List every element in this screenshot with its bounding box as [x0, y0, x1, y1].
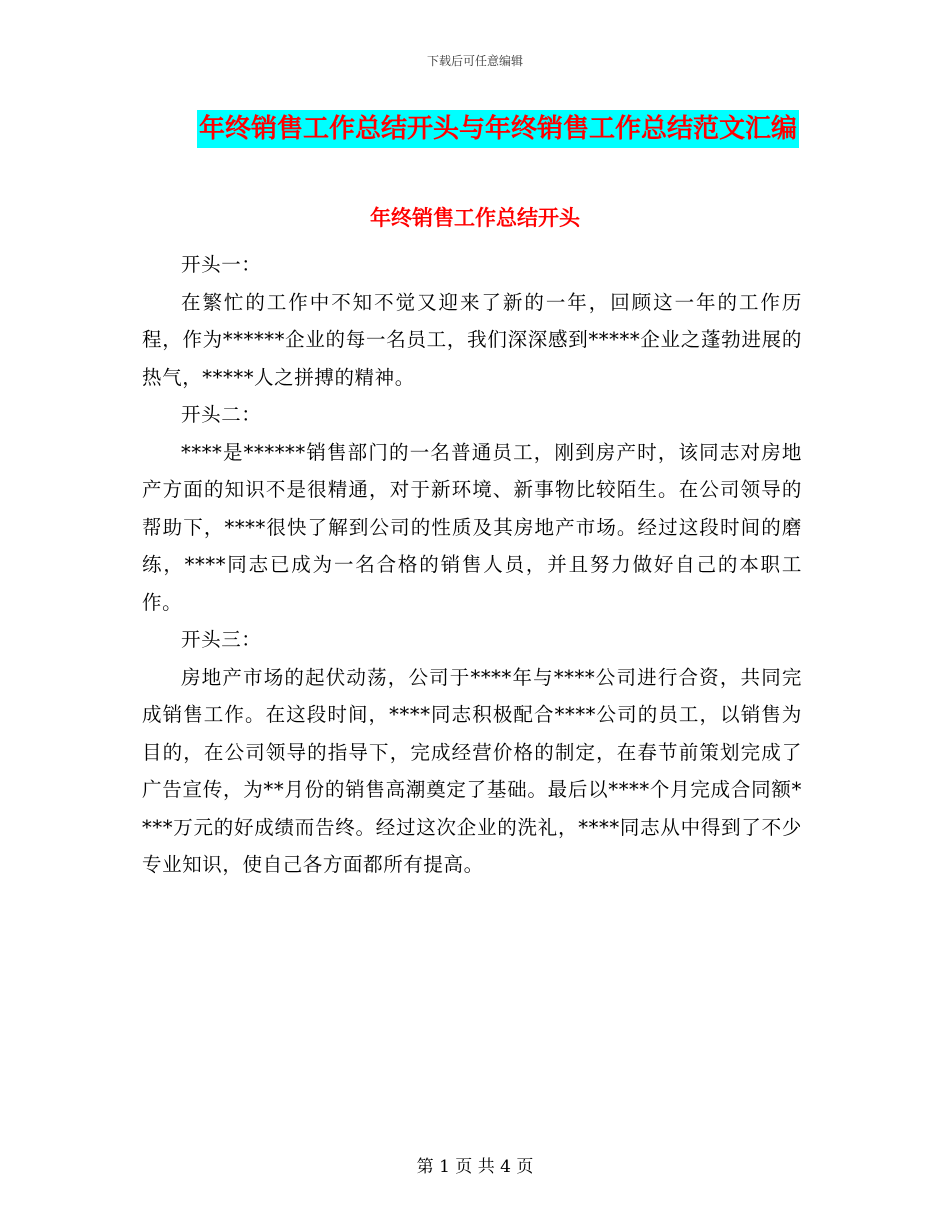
- paragraph-heading-1: 开头一：: [181, 253, 262, 276]
- document-body: [142, 246, 802, 884]
- main-title: 年终销售工作总结开头与年终销售工作总结范文汇编: [197, 110, 799, 148]
- paragraph-heading-2: 开头二：: [181, 403, 262, 426]
- paragraph-2: ****是******销售部门的一名普通员工，刚到房产时，该同志对房地产方面的知识不是很精通，对于新环境、新事物比较陌生。在公司领导的帮助下，****很快了解到公司的性质及其房地产市场。经过这段时间的磨练，****同志已成为一名合格的销售人员，并且努力做好自己的本职工作。: [142, 440, 802, 614]
- paragraph-heading-3: 开头三：: [181, 628, 262, 651]
- page-number-footer: 第 1 页 共 4 页: [416, 1157, 534, 1177]
- section-title: 年终销售工作总结开头: [370, 206, 580, 230]
- paragraph-3: 房地产市场的起伏动荡，公司于****年与****公司进行合资，共同完成销售工作。在这段时间，****同志积极配合****公司的员工，以销售为目的，在公司领导的指导下，完成经营价格的制定，在春节前策划完成了广告宣传，为**月份的销售高潮奠定了基础。最后以****个月完成合同额****万元的好成绩而告终。经过这次企业的洗礼，****同志从中得到了不少专业知识，使自己各方面都所有提高。: [142, 665, 802, 876]
- main-title-container: [0, 110, 950, 148]
- paragraph-1: 在繁忙的工作中不知不觉又迎来了新的一年，回顾这一年的工作历程，作为******企业的每一名员工，我们深深感到*****企业之蓬勃进展的热气，*****人之拼搏的精神。: [142, 290, 802, 389]
- header-note: 下载后可任意编辑: [426, 54, 523, 68]
